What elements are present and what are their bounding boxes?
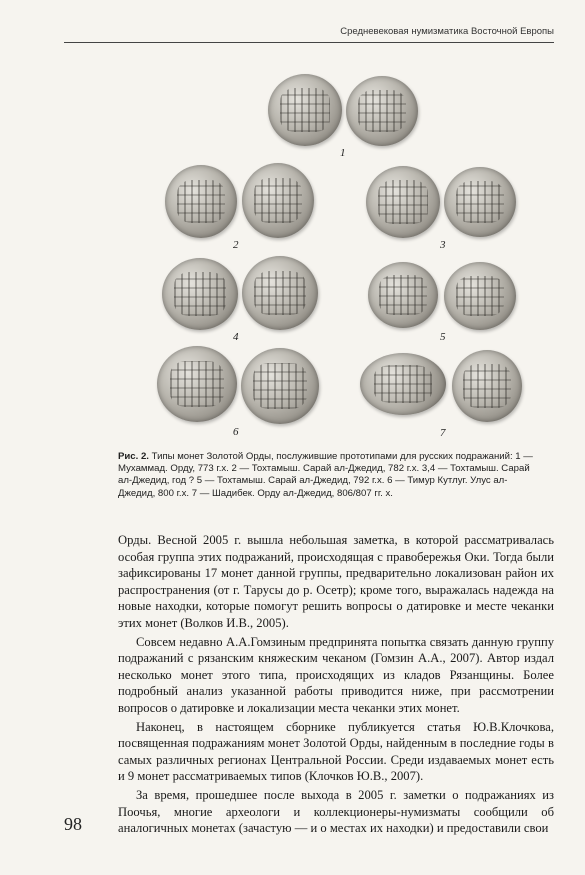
figure-label-6: 6 xyxy=(233,426,239,438)
figure-caption xyxy=(118,451,538,500)
coin-2-obverse xyxy=(165,165,237,238)
figure-label-7: 7 xyxy=(440,427,446,439)
running-title: Средневековая нумизматика Восточной Европы xyxy=(340,26,554,37)
body-text xyxy=(118,532,554,838)
header-rule xyxy=(64,42,554,43)
coin-6-obverse xyxy=(157,346,237,422)
paragraph-2: Совсем недавно А.А.Гомзиным предпринята попытка связать данную группу подражаний с рязанским княжеским чеканом (Гомзин А.А., 2007). Автор издал несколько монет этого типа, происходящих из кладов Рязанщины. Более подробный анализ указанной работы приводится ниже, при рассмотрении вопросов о датировке и локализации места чеканки этих монет. xyxy=(118,634,554,715)
paragraph-1: Орды. Весной 2005 г. вышла небольшая заметка, в которой рассматривалась особая группа этих подражаний, происходящая с правобережья Оки. Тогда были зафиксированы 17 монет данной группы, предварительно локализован район их распространения (от г. Тарусы до р. Осетр); кроме того, выражалась надежда на новые находки, которые помогут решить вопросы о датировке и месте чеканки этих монет (Волков И.В., 2005). xyxy=(118,533,554,630)
page-number: 98 xyxy=(64,814,82,834)
paragraph-3: Наконец, в настоящем сборнике публикуется статья Ю.В.Клочкова, посвященная подражаниям монет Золотой Орды, найденным в последние годы в самых различных регионах Центральной России. Среди издаваемых монет есть и 9 монет рассматриваемых типов (Клочков Ю.В., 2007). xyxy=(118,719,554,784)
figure-label-4: 4 xyxy=(233,331,239,343)
coin-7-reverse xyxy=(452,350,522,422)
coin-3-reverse xyxy=(444,167,516,237)
coin-1-obverse xyxy=(268,74,342,146)
paragraph-4: За время, прошедшее после выхода в 2005 г. заметки о подражаниях из Поочья, многие археологи и коллекционеры-нумизматы сообщили об аналогичных монетах (зачастую — и о местах их находки) и предоставили свои xyxy=(118,787,554,836)
coin-4-reverse xyxy=(242,256,318,330)
figure-label-5: 5 xyxy=(440,331,446,343)
coin-1-reverse xyxy=(346,76,418,146)
coin-3-obverse xyxy=(366,166,440,238)
figure-label-3: 3 xyxy=(440,239,446,251)
figure-label-2: 2 xyxy=(233,239,239,251)
coin-2-reverse xyxy=(242,163,314,238)
coin-7-obverse xyxy=(360,353,446,415)
caption-text: Типы монет Золотой Орды, послужившие прототипами для русских подражаний: 1 — Мухаммад. Орду, 773 г.х. 2 — Тохтамыш. Сарай ал-Джедид, 782 г.х. 3,4 — Тохтамыш. Сарай ал-Джедид, год ? 5 — Тохтамыш. Сарай ал-Джедид, 792 г.х. 6 — Тимур Кутлуг. Улус ал-Джедид, 800 г.х. 7 — Шадибек. Орду ал-Джедид, 806/807 гг. х. xyxy=(118,451,533,499)
coin-5-obverse xyxy=(368,262,438,328)
coin-5-reverse xyxy=(444,262,516,330)
caption-prefix: Рис. 2. xyxy=(118,451,149,462)
coin-6-reverse xyxy=(241,348,319,424)
figure-label-1: 1 xyxy=(340,147,346,159)
coin-4-obverse xyxy=(162,258,238,330)
